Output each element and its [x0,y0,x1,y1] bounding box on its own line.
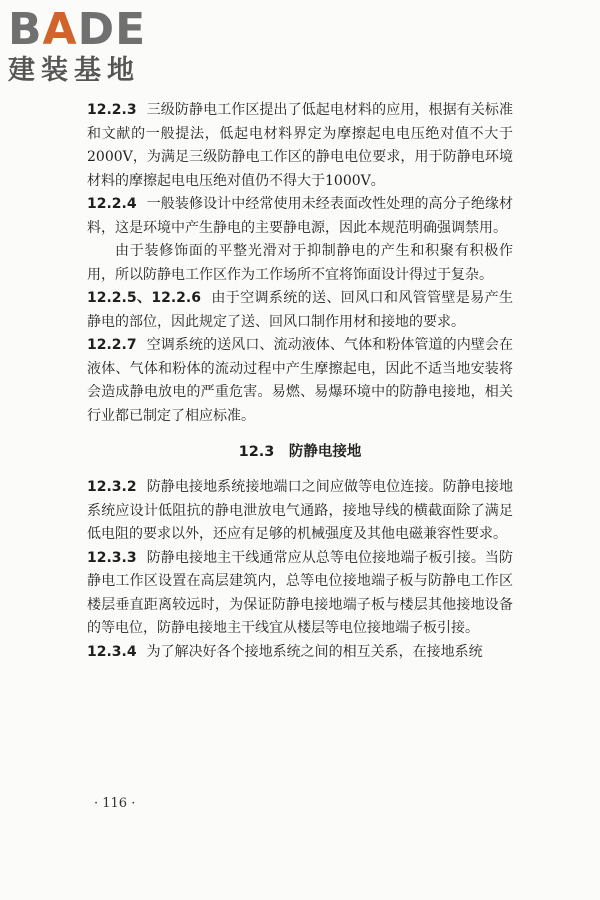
section-heading: 12.3 防静电接地 [238,444,362,460]
clause-12-3-4: 12.3.4 为了解决好各个接地系统之间的相互关系，在接地系统 [87,643,483,660]
clause-12-2-4-continued: 由于装修饰面的平整光滑对于抑制静电的产生和积聚有积极作用，所以防静电工作区作为工作场所不宜将饰面设计得过于复杂。 [87,243,513,283]
logo-wordmark: BADE [8,4,147,55]
document-body [87,99,513,664]
logo-subtitle: 建装基地 [8,55,140,86]
page-number: · 116 · [94,796,136,811]
clause-12-3-2: 12.3.2 防静电接地系统接地端口之间应做等电位连接。防静电接地系统应设计低阻抗的静电泄放电气通路，接地导线的横截面除了满足低电阻的要求以外，还应有足够的机械强度及其他电磁兼容性要求。 [87,479,513,542]
clause-12-2-3: 12.2.3 三级防静电工作区提出了低起电材料的应用，根据有关标准和文献的一般提法，低起电材料界定为摩擦起电电压绝对值不大于2000V，为满足三级防静电工作区的静电电位要求，用于防静电环境材料的摩擦起电电压绝对值仍不得大于1000V。 [87,102,513,189]
clause-12-2-5-6: 12.2.5、12.2.6 由于空调系统的送、回风口和风管管壁是易产生静电的部位，因此规定了送、回风口制作用材和接地的要求。 [87,290,513,330]
clause-12-2-4: 12.2.4 一般装修设计中经常使用未经表面改性处理的高分子绝缘材料，这是环境中产生静电的主要静电源，因此本规范明确强调禁用。 [87,196,513,236]
clause-12-3-3: 12.3.3 防静电接地主干线通常应从总等电位接地端子板引接。当防静电工作区设置在高层建筑内，总等电位接地端子板与防静电工作区楼层垂直距离较远时，为保证防静电接地端子板与楼层其他接地设备的等电位，防静电接地主干线宜从楼层等电位接地端子板引接。 [87,549,513,636]
brand-logo [8,6,178,96]
clause-12-2-7: 12.2.7 空调系统的送风口、流动液体、气体和粉体管道的内壁会在液体、气体和粉体的流动过程中产生摩擦起电，因此不适当地安装将会造成静电放电的严重危害。易燃、易爆环境中的防静电接地，相关行业都已制定了相应标准。 [87,337,513,424]
